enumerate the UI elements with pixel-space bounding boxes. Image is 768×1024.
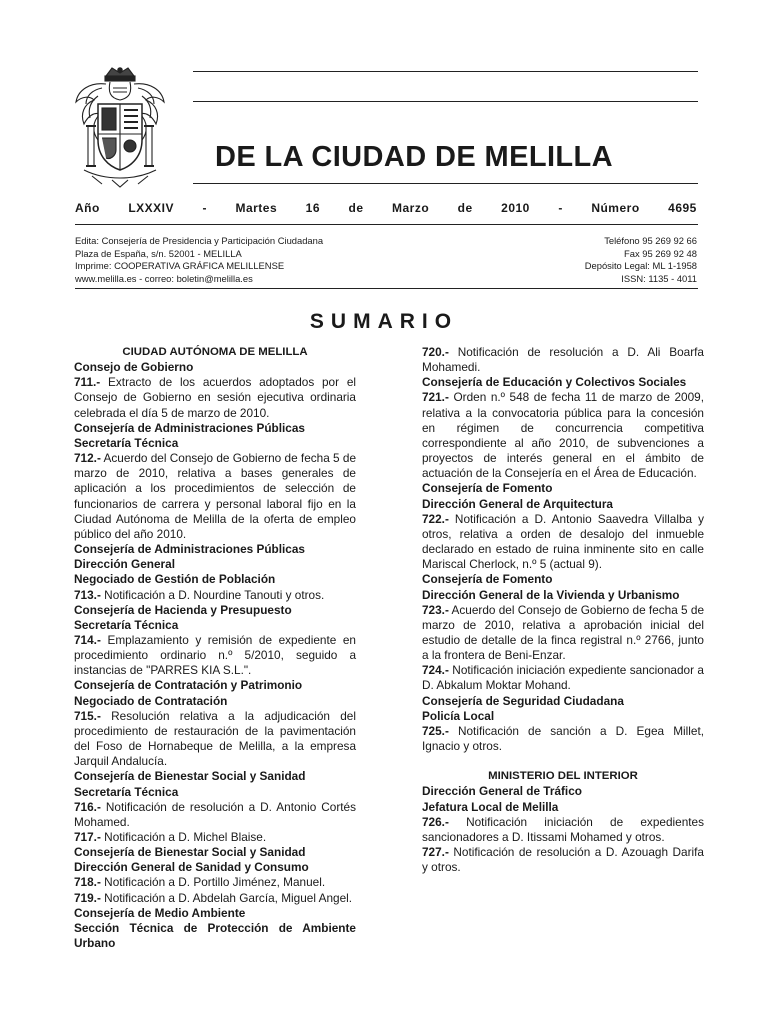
entry-number: 712.- bbox=[74, 451, 101, 466]
summary-entry bbox=[422, 845, 704, 875]
department-heading: Consejo de Gobierno bbox=[74, 360, 194, 375]
title-rule bbox=[193, 183, 698, 184]
dateline-token: 4695 bbox=[668, 201, 697, 215]
dateline bbox=[75, 201, 697, 215]
bulletin-title: DE LA CIUDAD DE MELILLA bbox=[215, 141, 613, 173]
department-heading: Consejería de Seguridad Ciudadana bbox=[422, 693, 624, 708]
summary-entry bbox=[422, 603, 704, 664]
imprint-line: Plaza de España, s/n. 52001 - MELILLA bbox=[75, 247, 242, 259]
entry-text: Notificación de resolución a D. Antonio Cortés Mohamed. bbox=[74, 799, 356, 829]
entry-text: Emplazamiento y remisión de expediente en procedimiento ordinario n.º 5/2010, seguido a instancias de "PARRES KIA S.L.". bbox=[74, 632, 356, 678]
summary-entry bbox=[74, 451, 356, 542]
dateline-token: 16 bbox=[305, 201, 320, 215]
summary-column-right bbox=[422, 345, 704, 875]
dateline-token: Marzo bbox=[391, 201, 430, 215]
summary-entry bbox=[74, 633, 356, 678]
dateline-token: - bbox=[202, 201, 207, 215]
dateline-token: 2010 bbox=[501, 201, 530, 215]
upper-rule bbox=[193, 101, 698, 102]
entry-text: Orden n.º 548 de fecha 11 de marzo de 2009, relativa a la convocatoria pública para la concesión en régimen de concurrencia competitiva correspondiente al año 2010, de subvenciones a proyectos de interés general en el ámbito de actuación de la Consejería en el Área de Educación. bbox=[422, 390, 704, 481]
entry-text: Notificación de resolución a D. Ali Boarfa Mohamedi. bbox=[422, 345, 704, 375]
entry-number: 727.- bbox=[422, 845, 449, 859]
department-heading: Secretaría Técnica bbox=[74, 435, 179, 450]
entry-number: 721.- bbox=[422, 390, 449, 405]
entry-number: 723.- bbox=[422, 602, 449, 617]
entry-text: Notificación iniciación expediente sancionador a D. Abkalum Moktar Mohand. bbox=[422, 663, 704, 693]
summary-entry bbox=[74, 830, 356, 845]
entry-text: Notificación a D. Abdelah García, Miguel Angel. bbox=[100, 890, 353, 905]
entry-number: 722.- bbox=[422, 511, 449, 526]
imprint-left bbox=[75, 235, 323, 285]
dateline-token: LXXXIV bbox=[128, 201, 174, 215]
entry-text: Notificación de sanción a D. Egea Millet, Ignacio y otros. bbox=[422, 723, 704, 754]
summary-entry bbox=[422, 663, 704, 693]
entry-number: 711.- bbox=[74, 375, 101, 390]
imprint-line: Teléfono 95 269 92 66 bbox=[604, 235, 697, 246]
dateline-token: - bbox=[558, 201, 563, 215]
department-heading: Dirección General de Sanidad y Consumo bbox=[74, 860, 309, 875]
top-rule bbox=[193, 71, 698, 72]
dateline-rule bbox=[75, 224, 698, 225]
entry-text: Resolución relativa a la adjudicación del procedimiento de restauración de la pavimentación del Foso de Hornabeque de Melilla, a la empresa Jarquil Andalucía. bbox=[74, 708, 356, 769]
department-heading: Consejería de Contratación y Patrimonio bbox=[74, 678, 303, 693]
imprint-line: www.melilla.es - correo: boletin@melilla.es bbox=[75, 272, 253, 284]
summary-entry bbox=[422, 512, 704, 573]
entry-number: 719.- bbox=[74, 890, 101, 905]
summary-entry bbox=[422, 390, 704, 481]
department-heading: Consejería de Bienestar Social y Sanidad bbox=[74, 769, 306, 784]
section-heading: MINISTERIO DEL INTERIOR bbox=[488, 770, 638, 783]
department-heading: Sección Técnica de Protección de Ambiente Urbano bbox=[74, 920, 356, 951]
summary-entry bbox=[74, 709, 356, 770]
entry-text: Notificación a D. Portillo Jiménez, Manuel. bbox=[100, 875, 326, 890]
dateline-token: de bbox=[457, 201, 473, 215]
department-heading: Consejería de Administraciones Públicas bbox=[74, 542, 305, 557]
summary-entry bbox=[74, 891, 356, 906]
city-crest-emblem bbox=[72, 66, 168, 188]
department-heading: Consejería de Hacienda y Presupuesto bbox=[74, 602, 292, 617]
department-heading: Dirección General bbox=[74, 557, 175, 572]
imprint-right bbox=[585, 235, 697, 285]
department-heading: Consejería de Administraciones Públicas bbox=[74, 420, 305, 435]
department-heading: Dirección General de Tráfico bbox=[422, 784, 582, 799]
summary-entry bbox=[74, 375, 356, 420]
summary-entry bbox=[422, 345, 704, 375]
entry-text: Notificación a D. Antonio Saavedra Villalba y otros, relativa a orden de desalojo del inmueble declarado en estado de ruina inminente sito en calle Mariscal Cherlock, n.º 5 (actual 9). bbox=[422, 511, 704, 572]
dateline-token: Año bbox=[75, 201, 100, 215]
imprint-line: Imprime: COOPERATIVA GRÁFICA MELILLENSE bbox=[75, 260, 285, 272]
department-heading: Dirección General de la Vivienda y Urbanismo bbox=[422, 587, 680, 602]
entry-text: Notificación a D. Nourdine Tanouti y otros. bbox=[100, 587, 325, 602]
department-heading: Secretaría Técnica bbox=[74, 784, 179, 799]
summary-entry bbox=[422, 724, 704, 754]
imprint-line: Depósito Legal: ML 1-1958 bbox=[584, 260, 697, 272]
entry-number: 726.- bbox=[422, 814, 449, 829]
entry-number: 724.- bbox=[422, 663, 449, 678]
department-heading: Consejería de Bienestar Social y Sanidad bbox=[74, 845, 306, 860]
department-heading: Negociado de Gestión de Población bbox=[74, 572, 276, 587]
department-heading: Consejería de Medio Ambiente bbox=[74, 905, 246, 920]
summary-entry bbox=[74, 800, 356, 830]
department-heading: Consejería de Fomento bbox=[422, 572, 553, 587]
entry-number: 725.- bbox=[422, 723, 449, 738]
department-heading: Policía Local bbox=[422, 708, 495, 723]
entry-number: 715.- bbox=[74, 708, 101, 723]
entry-text: Extracto de los acuerdos adoptados por el Consejo de Gobierno en sesión ejecutiva ordinaria celebrada el día 5 de marzo de 2010. bbox=[74, 375, 356, 420]
department-heading: Consejería de Fomento bbox=[422, 481, 553, 496]
entry-number: 713.- bbox=[74, 587, 101, 602]
summary-entry bbox=[74, 875, 356, 890]
entry-text: Acuerdo del Consejo de Gobierno de fecha 5 de marzo de 2010, relativa a aprobación inicial del estudio de detalle de la finca registral n.º 2766, junto a la frontera de Beni-Enzar. bbox=[422, 602, 705, 663]
summary-entry bbox=[422, 815, 704, 845]
imprint-line: ISSN: 1135 - 4011 bbox=[621, 272, 697, 284]
section-heading: CIUDAD AUTÓNOMA DE MELILLA bbox=[122, 346, 308, 358]
department-heading: Negociado de Contratación bbox=[74, 693, 228, 708]
entry-text: Notificación iniciación de expedientes sancionadores a D. Itissami Mohamed y otros. bbox=[422, 814, 704, 844]
entry-text: Acuerdo del Consejo de Gobierno de fecha 5 de marzo de 2010, relativa a bases generales de aplicación a los procedimientos de selección de funcionarios de carrera y personal laboral fijo en la Ciudad Autónoma de Melilla de la oferta de empleo público del año 2010. bbox=[74, 451, 357, 541]
department-heading: Dirección General de Arquitectura bbox=[422, 496, 613, 511]
dateline-token: Número bbox=[591, 201, 640, 215]
summary-column-left bbox=[74, 345, 356, 951]
entry-number: 720.- bbox=[422, 345, 449, 359]
imprint-line: Edita: Consejería de Presidencia y Participación Ciudadana bbox=[75, 235, 324, 246]
department-heading: Consejería de Educación y Colectivos Sociales bbox=[422, 375, 687, 390]
entry-text: Notificación a D. Michel Blaise. bbox=[100, 830, 267, 844]
entry-text: Notificación de resolución a D. Azouagh Darifa y otros. bbox=[422, 845, 704, 875]
department-heading: Secretaría Técnica bbox=[74, 617, 179, 632]
entry-number: 714.- bbox=[74, 632, 101, 647]
spacer bbox=[422, 754, 704, 769]
imprint-line: Fax 95 269 92 48 bbox=[624, 247, 697, 259]
entry-number: 716.- bbox=[74, 799, 101, 814]
imprint-rule bbox=[75, 288, 698, 289]
summary-entry bbox=[74, 588, 356, 603]
sumario-heading: SUMARIO bbox=[309, 310, 459, 333]
dateline-token: de bbox=[348, 201, 364, 215]
entry-number: 717.- bbox=[74, 830, 101, 844]
dateline-token: Martes bbox=[235, 201, 278, 215]
department-heading: Jefatura Local de Melilla bbox=[422, 799, 559, 814]
entry-number: 718.- bbox=[74, 875, 101, 890]
